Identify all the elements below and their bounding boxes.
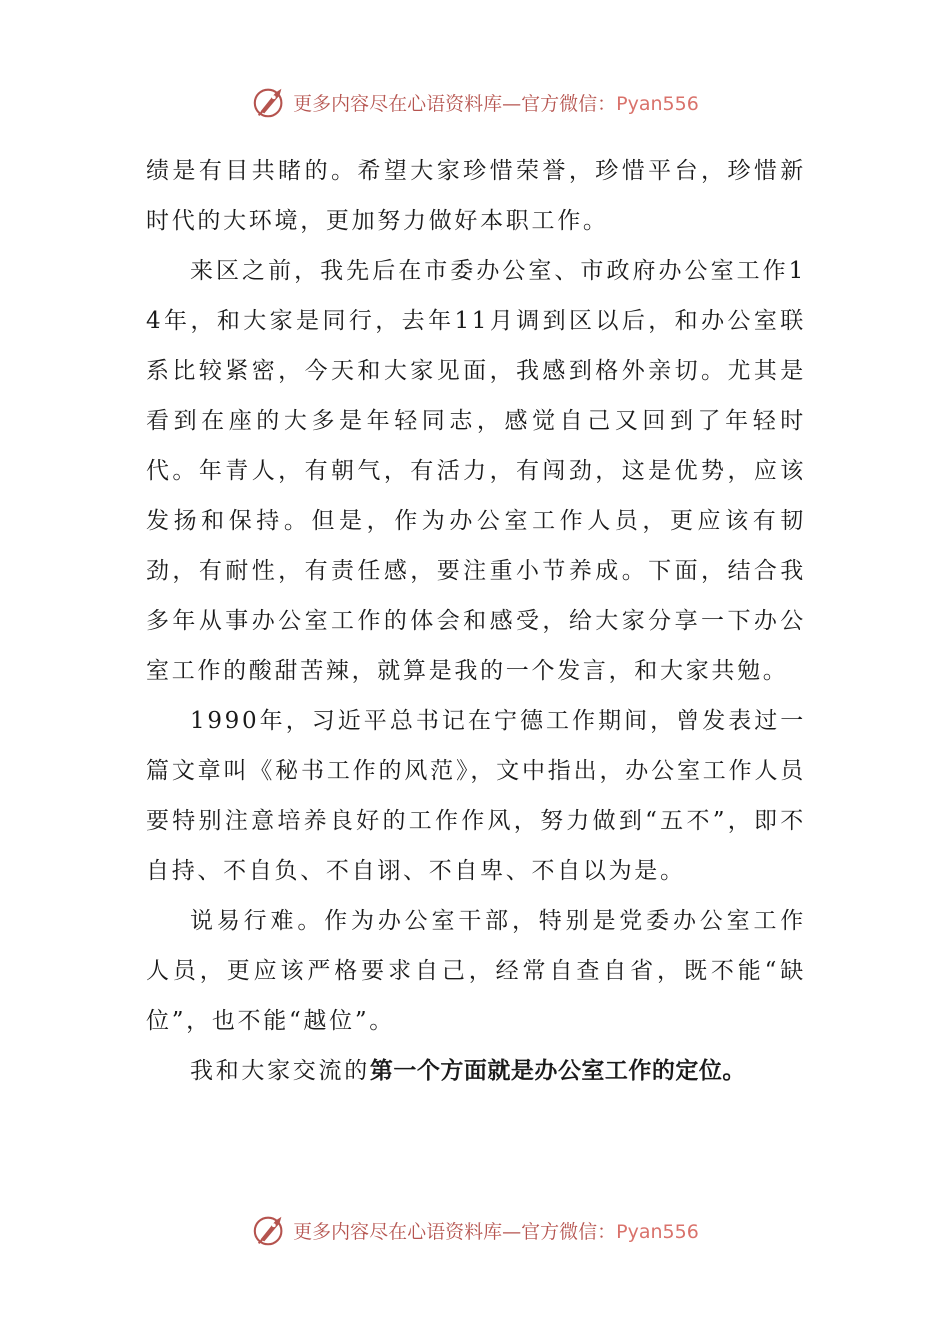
header-wechat-handle: Pyan556 — [616, 92, 699, 115]
paragraph-3: 1990年，习近平总书记在宁德工作期间，曾发表过一篇文章叫《秘书工作的风范》，文中指出，办公室工作人员要特别注意培养良好的工作作风，努力做到“五不”，即不自持、不自负、不自诩、不自卑、不自以为是。 — [146, 708, 806, 884]
paragraph-5-emphasis: 第一个方面就是办公室工作的定位。 — [369, 1058, 746, 1084]
header-banner-text — [293, 89, 699, 116]
paragraph-5-lead: 我和大家交流的 — [190, 1058, 370, 1084]
paragraph-2: 来区之前，我先后在市委办公室、市政府办公室工作14年，和大家是同行，去年11月调到区以后，和办公室联系比较紧密，今天和大家见面，我感到格外亲切。尤其是看到在座的大多是年轻同志，感觉自己又回到了年轻时代。年青人，有朝气，有活力，有闯劲，这是优势，应该发扬和保持。但是，作为办公室工作人员，更应该有韧劲，有耐性，有责任感，要注重小节养成。下面，结合我多年从事办公室工作的体会和感受，给大家分享一下办公室工作的酸甜苦辣，就算是我的一个发言，和大家共勉。 — [146, 258, 806, 684]
document-body — [146, 146, 806, 1096]
pen-nib-circle-icon — [251, 1211, 289, 1249]
footer-banner-label: 更多内容尽在心语资料库—官方微信： — [293, 1220, 617, 1243]
footer-banner — [0, 1208, 950, 1252]
footer-wechat-handle: Pyan556 — [616, 1220, 699, 1243]
paragraph-5 — [146, 1046, 806, 1096]
paragraph-1: 绩是有目共睹的。希望大家珍惜荣誉，珍惜平台，珍惜新时代的大环境，更加努力做好本职工作。 — [146, 158, 806, 234]
footer-banner-text — [293, 1217, 699, 1244]
header-banner-label: 更多内容尽在心语资料库—官方微信： — [293, 92, 617, 115]
paragraph-4: 说易行难。作为办公室干部，特别是党委办公室工作人员，更应该严格要求自己，经常自查自省，既不能“缺位”，也不能“越位”。 — [146, 908, 806, 1034]
pen-nib-circle-icon — [251, 83, 289, 121]
header-banner — [0, 80, 950, 124]
